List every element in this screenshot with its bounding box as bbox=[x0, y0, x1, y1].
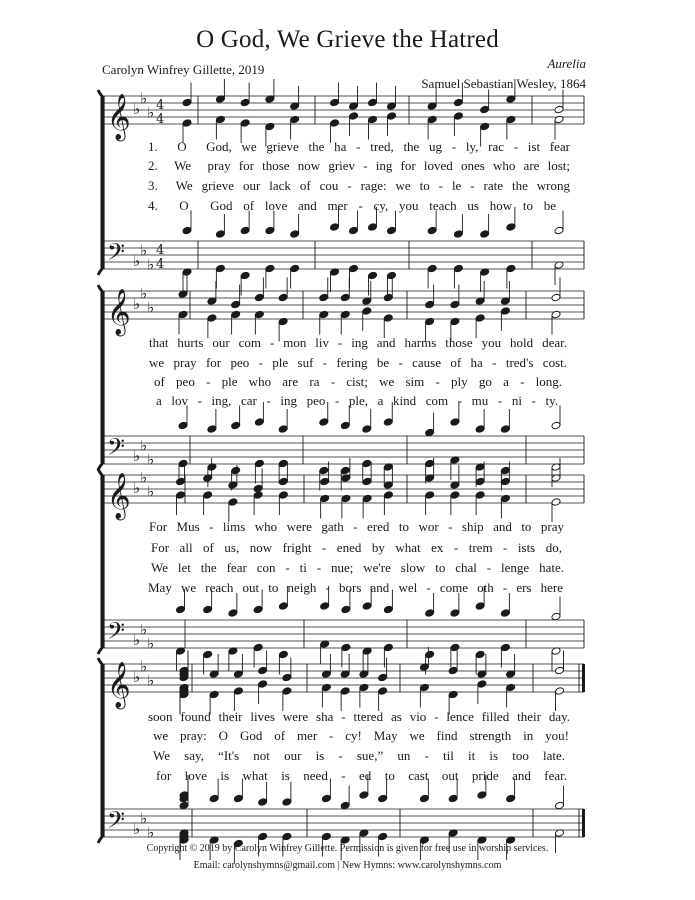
notehead bbox=[551, 293, 561, 302]
notehead bbox=[258, 680, 268, 689]
notehead bbox=[500, 494, 510, 503]
notehead bbox=[555, 801, 565, 810]
notehead bbox=[290, 115, 300, 124]
notehead bbox=[320, 494, 330, 503]
notehead bbox=[182, 119, 192, 128]
notehead bbox=[368, 98, 378, 107]
notehead bbox=[551, 498, 561, 507]
notehead bbox=[340, 421, 350, 430]
notehead bbox=[362, 459, 372, 468]
notehead bbox=[425, 491, 435, 500]
notehead bbox=[383, 491, 393, 500]
notehead bbox=[290, 264, 300, 273]
notehead bbox=[231, 421, 241, 430]
system-1-bracket bbox=[98, 90, 102, 275]
lyric-s4-v1: soon found their lives were sha - ttered as vio - lence filled their day. bbox=[148, 709, 570, 724]
notehead bbox=[178, 459, 188, 468]
notehead bbox=[448, 690, 458, 699]
notehead bbox=[209, 794, 219, 803]
final-barline-thick bbox=[582, 664, 585, 692]
notehead bbox=[278, 293, 288, 302]
flat-sign-icon: ♭ bbox=[147, 671, 155, 690]
lyric-s1-v1: 1. O God, we grieve the ha - tred, the ug - ly, rac - ist fear bbox=[148, 139, 570, 154]
lyric-s2-v2: we pray for peo - ple suf - fering be - cause of ha - tred's cost. bbox=[149, 355, 567, 370]
notehead bbox=[178, 310, 188, 319]
notehead bbox=[500, 477, 510, 486]
flat-sign-icon: ♭ bbox=[140, 468, 148, 487]
notehead bbox=[319, 418, 329, 427]
flat-sign-icon: ♭ bbox=[133, 479, 141, 497]
notehead bbox=[278, 491, 288, 500]
notehead bbox=[265, 122, 275, 131]
notehead bbox=[506, 683, 516, 692]
notehead bbox=[349, 264, 359, 273]
treble-clef-icon: 𝄞 bbox=[107, 94, 131, 140]
notehead bbox=[253, 643, 263, 652]
notehead bbox=[500, 425, 510, 434]
notehead bbox=[215, 115, 225, 124]
notehead bbox=[209, 690, 219, 699]
notehead bbox=[425, 650, 435, 659]
notehead bbox=[427, 115, 437, 124]
notehead bbox=[551, 421, 561, 430]
notehead bbox=[362, 307, 372, 316]
notehead bbox=[500, 609, 510, 618]
time-signature-bottom: 4 bbox=[156, 257, 165, 272]
notehead bbox=[359, 791, 369, 800]
bass-clef-icon: 𝄢 bbox=[107, 433, 126, 466]
flat-sign-icon: ♭ bbox=[147, 634, 155, 653]
notehead bbox=[362, 602, 372, 611]
flat-sign-icon: ♭ bbox=[133, 631, 141, 649]
notehead bbox=[278, 425, 288, 434]
notehead bbox=[240, 98, 250, 107]
notehead bbox=[475, 491, 485, 500]
notehead bbox=[387, 271, 397, 280]
notehead bbox=[368, 115, 378, 124]
notehead bbox=[254, 459, 264, 468]
lyric-s3-v1: For Mus - lims who were gath - ered to wor - ship and to pray bbox=[149, 519, 564, 534]
notehead bbox=[233, 687, 243, 696]
notehead bbox=[253, 605, 263, 614]
notehead bbox=[265, 226, 275, 235]
text-author: Carolyn Winfrey Gillette, 2019 bbox=[102, 62, 265, 77]
notehead bbox=[419, 683, 429, 692]
notehead bbox=[340, 293, 350, 302]
notehead bbox=[477, 680, 487, 689]
system-3-bracket bbox=[98, 469, 102, 654]
flat-sign-icon: ♭ bbox=[147, 255, 155, 274]
flat-sign-icon: ♭ bbox=[147, 450, 155, 469]
notehead bbox=[368, 223, 378, 232]
flat-sign-icon: ♭ bbox=[140, 809, 148, 828]
flat-sign-icon: ♭ bbox=[140, 241, 148, 260]
notehead bbox=[450, 300, 460, 309]
notehead bbox=[427, 264, 437, 273]
notehead bbox=[258, 666, 268, 675]
notehead bbox=[551, 310, 561, 319]
notehead bbox=[425, 300, 435, 309]
lyric-s2-v1: that hurts our com - mon liv - ing and harms those you hold dear. bbox=[149, 335, 567, 350]
treble-clef-icon: 𝄞 bbox=[107, 473, 131, 519]
notehead bbox=[554, 115, 564, 124]
notehead bbox=[475, 477, 485, 486]
notehead bbox=[341, 494, 351, 503]
notehead bbox=[506, 264, 516, 273]
treble-clef-icon: 𝄞 bbox=[107, 662, 131, 708]
notehead bbox=[477, 791, 487, 800]
notehead bbox=[425, 317, 435, 326]
notehead bbox=[378, 687, 388, 696]
bass-clef-icon: 𝄢 bbox=[107, 806, 126, 839]
notehead bbox=[362, 425, 372, 434]
notehead bbox=[362, 494, 372, 503]
flat-sign-icon: ♭ bbox=[140, 89, 148, 108]
lyric-s4-v4: for love is what is need - ed to cast out pride and fear. bbox=[156, 768, 567, 783]
notehead bbox=[506, 115, 516, 124]
notehead bbox=[282, 832, 292, 841]
notehead bbox=[480, 105, 490, 114]
notehead bbox=[176, 477, 186, 486]
tune-name: Aurelia bbox=[547, 56, 586, 71]
flat-sign-icon: ♭ bbox=[147, 823, 155, 842]
notehead bbox=[425, 459, 435, 468]
notehead bbox=[240, 119, 250, 128]
notehead bbox=[265, 264, 275, 273]
notehead bbox=[203, 650, 213, 659]
lyric-s1-v2: 2. We pray for those now griev - ing for loved ones who are lost; bbox=[148, 158, 570, 173]
notehead bbox=[368, 271, 378, 280]
notehead bbox=[215, 230, 225, 239]
notehead bbox=[282, 798, 292, 807]
notehead bbox=[359, 683, 369, 692]
notehead bbox=[253, 491, 263, 500]
notehead bbox=[448, 794, 458, 803]
notehead bbox=[321, 794, 331, 803]
notehead bbox=[450, 491, 460, 500]
notehead bbox=[207, 425, 217, 434]
notehead bbox=[419, 794, 429, 803]
time-signature-bottom: 4 bbox=[156, 112, 165, 127]
notehead bbox=[178, 421, 188, 430]
time-signature-top: 4 bbox=[156, 243, 165, 258]
notehead bbox=[427, 226, 437, 235]
system-2-bracket bbox=[98, 285, 102, 470]
treble-clef-icon: 𝄞 bbox=[107, 289, 131, 335]
flat-sign-icon: ♭ bbox=[147, 298, 155, 317]
flat-sign-icon: ♭ bbox=[133, 447, 141, 465]
notehead bbox=[555, 666, 565, 675]
notehead bbox=[207, 314, 217, 323]
notehead bbox=[321, 832, 331, 841]
notehead bbox=[228, 609, 238, 618]
notehead bbox=[383, 605, 393, 614]
notehead bbox=[453, 112, 463, 121]
notehead bbox=[425, 428, 435, 437]
notehead bbox=[203, 491, 213, 500]
notehead bbox=[480, 122, 490, 131]
notehead bbox=[203, 605, 213, 614]
notehead bbox=[450, 643, 460, 652]
notehead bbox=[258, 832, 268, 841]
notehead bbox=[448, 666, 458, 675]
notehead bbox=[240, 271, 250, 280]
notehead bbox=[383, 418, 393, 427]
notehead bbox=[231, 310, 241, 319]
notehead bbox=[228, 498, 238, 507]
flat-sign-icon: ♭ bbox=[140, 620, 148, 639]
notehead bbox=[340, 466, 350, 475]
notehead bbox=[450, 609, 460, 618]
notehead bbox=[450, 418, 460, 427]
notehead bbox=[506, 794, 516, 803]
notehead bbox=[453, 230, 463, 239]
notehead bbox=[378, 794, 388, 803]
contact-line: Email: carolynshymns@gmail.com | New Hymns: www.carolynshymns.com bbox=[193, 860, 502, 871]
notehead bbox=[321, 683, 331, 692]
notehead bbox=[554, 226, 564, 235]
notehead bbox=[290, 230, 300, 239]
notehead bbox=[425, 609, 435, 618]
notehead bbox=[554, 105, 564, 114]
notehead bbox=[506, 223, 516, 232]
notehead bbox=[341, 643, 351, 652]
notehead bbox=[330, 119, 340, 128]
flat-sign-icon: ♭ bbox=[133, 100, 141, 118]
notehead bbox=[176, 605, 186, 614]
flat-sign-icon: ♭ bbox=[147, 103, 155, 122]
time-signature-top: 4 bbox=[156, 98, 165, 113]
notehead bbox=[215, 264, 225, 273]
flat-sign-icon: ♭ bbox=[133, 252, 141, 270]
notehead bbox=[340, 801, 350, 810]
notehead bbox=[330, 223, 340, 232]
notehead bbox=[282, 687, 292, 696]
notehead bbox=[278, 317, 288, 326]
notehead bbox=[320, 602, 330, 611]
flat-sign-icon: ♭ bbox=[140, 436, 148, 455]
notehead bbox=[555, 687, 565, 696]
notehead bbox=[341, 605, 351, 614]
notehead bbox=[254, 418, 264, 427]
notehead bbox=[320, 477, 330, 486]
notehead bbox=[179, 801, 189, 810]
notehead bbox=[383, 293, 393, 302]
hymn-title: O God, We Grieve the Hatred bbox=[196, 26, 499, 53]
notehead bbox=[254, 310, 264, 319]
notehead bbox=[475, 650, 485, 659]
notehead bbox=[450, 317, 460, 326]
final-barline-thick bbox=[582, 809, 585, 837]
system-4-bracket bbox=[98, 658, 102, 843]
notehead bbox=[383, 314, 393, 323]
lyric-s1-v4: 4. O God of love and mer - cy, you teach us how to be bbox=[148, 198, 556, 213]
flat-sign-icon: ♭ bbox=[133, 668, 141, 686]
lyric-s2-v3: of peo - ple who are ra - cist; we sim - ply go a - long. bbox=[154, 374, 562, 389]
tune-composer: Samuel Sebastian Wesley, 1864 bbox=[421, 76, 586, 91]
notehead bbox=[378, 832, 388, 841]
notehead bbox=[500, 643, 510, 652]
notehead bbox=[278, 477, 288, 486]
bass-clef-icon: 𝄢 bbox=[107, 238, 126, 271]
lyric-s2-v4: a lov - ing, car - ing peo - ple, a kind com - mu - ni - ty. bbox=[156, 393, 558, 408]
lyric-s4-v3: We say, “It's not our is - sue,” un - til it is too late. bbox=[153, 748, 565, 763]
flat-sign-icon: ♭ bbox=[140, 657, 148, 676]
flat-sign-icon: ♭ bbox=[147, 482, 155, 501]
notehead bbox=[282, 673, 292, 682]
bass-clef-icon: 𝄢 bbox=[107, 617, 126, 650]
notehead bbox=[453, 98, 463, 107]
notehead bbox=[278, 650, 288, 659]
notehead bbox=[319, 293, 329, 302]
flat-sign-icon: ♭ bbox=[133, 295, 141, 313]
notehead bbox=[500, 307, 510, 316]
notehead bbox=[231, 466, 241, 475]
notehead bbox=[176, 491, 186, 500]
copyright-notice: Copyright © 2019 by Carolyn Winfrey Gillette. Permission is given for free use in worship services. bbox=[146, 843, 549, 854]
notehead bbox=[278, 602, 288, 611]
notehead bbox=[182, 98, 192, 107]
notehead bbox=[551, 612, 561, 621]
lyric-s4-v2: we pray: O God of mer - cy! May we find strength in you! bbox=[153, 728, 569, 743]
notehead bbox=[475, 602, 485, 611]
notehead bbox=[240, 226, 250, 235]
notehead bbox=[340, 687, 350, 696]
notehead bbox=[349, 226, 359, 235]
lyric-s3-v4: May we reach out to neigh - bors and wel - come oth - ers here bbox=[148, 580, 563, 595]
notehead bbox=[387, 226, 397, 235]
notehead bbox=[233, 794, 243, 803]
notehead bbox=[500, 466, 510, 475]
notehead bbox=[258, 798, 268, 807]
flat-sign-icon: ♭ bbox=[133, 820, 141, 838]
lyric-s3-v2: For all of us, now fright - ened by what ex - trem - ists do, bbox=[151, 540, 562, 555]
notehead bbox=[182, 226, 192, 235]
notehead bbox=[330, 98, 340, 107]
notehead bbox=[387, 112, 397, 121]
notehead bbox=[340, 310, 350, 319]
notehead bbox=[378, 673, 388, 682]
notehead bbox=[383, 643, 393, 652]
notehead bbox=[254, 293, 264, 302]
notehead bbox=[362, 477, 372, 486]
notehead bbox=[475, 425, 485, 434]
lyric-s3-v3: We let the fear con - ti - nue; we're slow to chal - lenge hate. bbox=[151, 560, 564, 575]
notehead bbox=[349, 112, 359, 121]
notehead bbox=[231, 300, 241, 309]
lyric-s1-v3: 3. We grieve our lack of cou - rage: we to - le - rate the wrong bbox=[148, 178, 570, 193]
notehead bbox=[278, 459, 288, 468]
notehead bbox=[475, 314, 485, 323]
flat-sign-icon: ♭ bbox=[140, 284, 148, 303]
notehead bbox=[319, 310, 329, 319]
notehead bbox=[480, 230, 490, 239]
notehead bbox=[453, 264, 463, 273]
notehead bbox=[319, 466, 329, 475]
